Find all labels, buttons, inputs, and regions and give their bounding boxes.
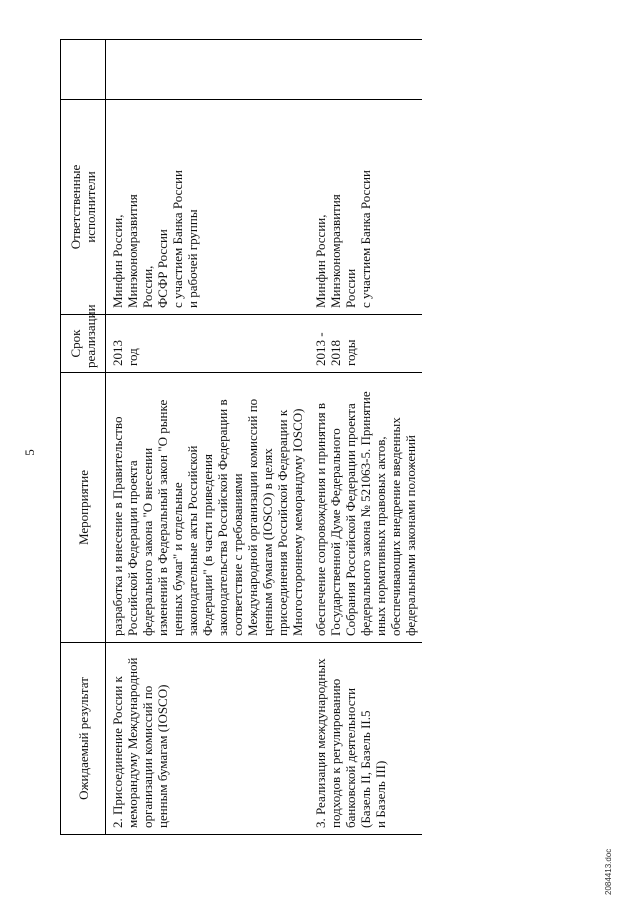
header-term: Срок реализации [61,315,106,373]
header-activity: Мероприятие [61,373,106,643]
document-code: 2084413.doc [604,848,613,895]
table-row [309,40,422,835]
header-executors: Ответственные исполнители [61,100,106,315]
page-number: 5 [22,449,37,456]
cell-result: 3. Реализация международных подходов к регулированию банковской деятельности (Базель II, Базель II.5 и Базель III) [309,643,422,835]
cell-empty [106,40,310,100]
cell-activity: разработка и внесение в Правительство Российской Федерации проекта федерального закона "О внесении изменений в Федеральный закон "О рынке ценных бумаг" и отдельные законодательные акты Российской Федерации" (в части приведения законодательства Российской Федерации в соответствие с требованиями Международной организации комиссий по ценным бумагам (IOSCO) в целях присоединения Российской Федерации к Многостороннему меморандуму IOSCO) [106,373,310,643]
cell-term: 2013 год [106,315,310,373]
cell-executors: Минфин России, Минэкономразвития России, ФСФР России с участием Банка России и рабочей группы [106,100,310,315]
cell-activity: обеспечение сопровождения и принятия в Государственной Думе Федерального Собрания Российской Федерации проекта федерального закона № 521063-5. Принятие иных нормативных правовых актов, обеспечивающих внедрение введенных федеральными законами положений [309,373,422,643]
cell-empty [309,40,422,100]
header-empty [61,40,106,100]
cell-result: 2. Присоединение России к меморандуму Международной организации комиссий по ценным бумагам (IOSCO) [106,643,310,835]
table-row [106,40,310,835]
cell-executors: Минфин России, Минэкономразвития России с участием Банка России [309,100,422,315]
cell-term: 2013 - 2018 годы [309,315,422,373]
action-plan-table [60,39,422,835]
header-expected-result: Ожидаемый результат [61,643,106,835]
table-header-row [61,40,106,835]
